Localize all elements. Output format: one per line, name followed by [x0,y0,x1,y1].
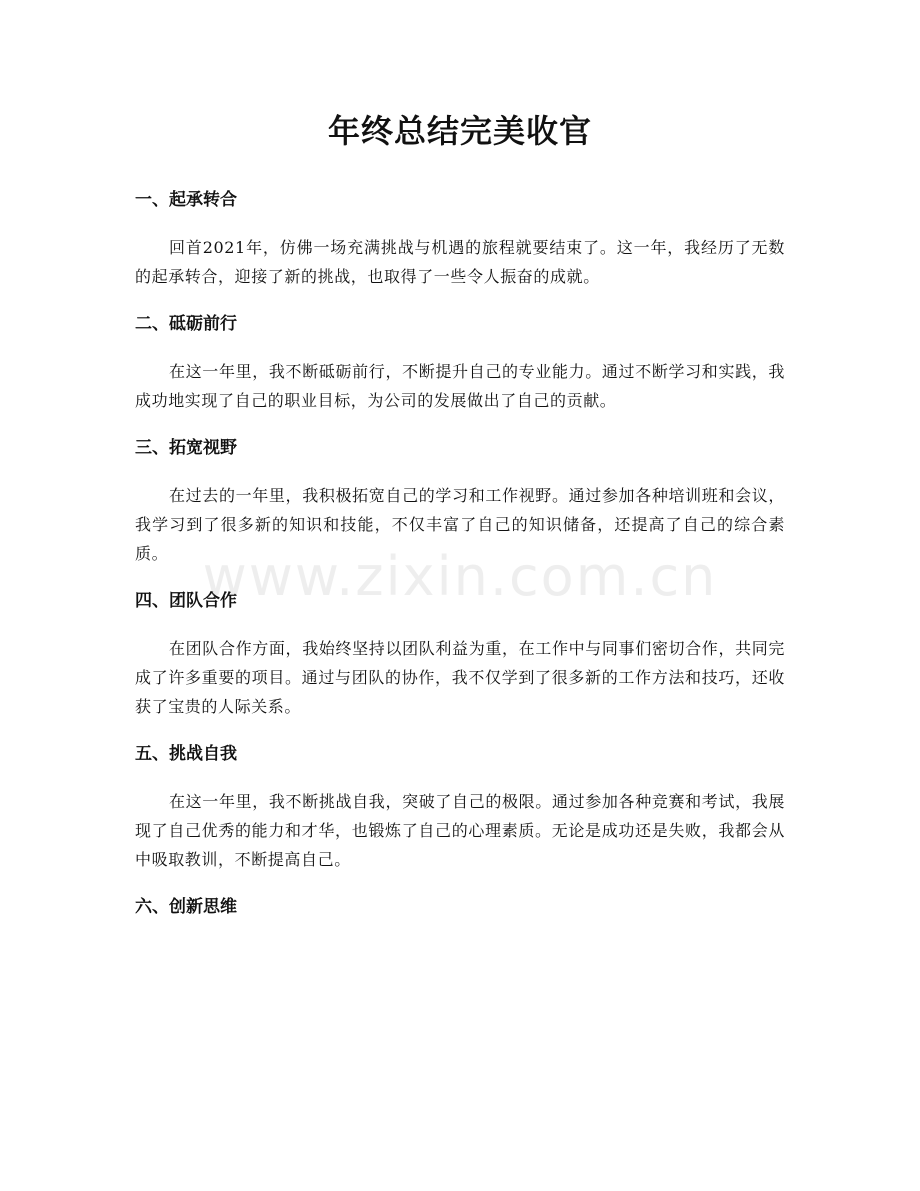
section-body: 在这一年里，我不断砥砺前行，不断提升自己的专业能力。通过不断学习和实践，我成功地实现了自己的职业目标，为公司的发展做出了自己的贡献。 [135,362,785,410]
section-body: 回首2021年，仿佛一场充满挑战与机遇的旅程就要结束了。这一年，我经历了无数的起承转合，迎接了新的挑战，也取得了一些令人振奋的成就。 [135,238,785,286]
section-heading: 三、拓宽视野 [135,438,237,458]
section-5 [135,742,785,874]
document-title: 年终总结完美收官 [327,112,592,150]
section-1 [135,188,785,291]
section-heading: 五、挑战自我 [135,744,237,764]
section-3 [135,436,785,568]
section-body: 在这一年里，我不断挑战自我，突破了自己的极限。通过参加各种竞赛和考试，我展现了自己优秀的能力和才华，也锻炼了自己的心理素质。无论是成功还是失败，我都会从中吸取教训，不断提高自己。 [135,792,785,869]
section-2 [135,312,785,415]
section-heading: 四、团队合作 [135,591,237,611]
section-heading: 一、起承转合 [135,190,237,210]
section-4 [135,589,785,721]
section-heading: 六、创新思维 [135,897,237,917]
section-heading: 二、砥砺前行 [135,314,237,334]
section-6 [135,895,785,919]
section-body: 在过去的一年里，我积极拓宽自己的学习和工作视野。通过参加各种培训班和会议，我学习到了很多新的知识和技能，不仅丰富了自己的知识储备，还提高了自己的综合素质。 [135,486,785,563]
section-body: 在团队合作方面，我始终坚持以团队利益为重，在工作中与同事们密切合作，共同完成了许多重要的项目。通过与团队的协作，我不仅学到了很多新的工作方法和技巧，还收获了宝贵的人际关系。 [135,639,785,716]
watermark: www.zixin.com.cn [202,545,718,608]
